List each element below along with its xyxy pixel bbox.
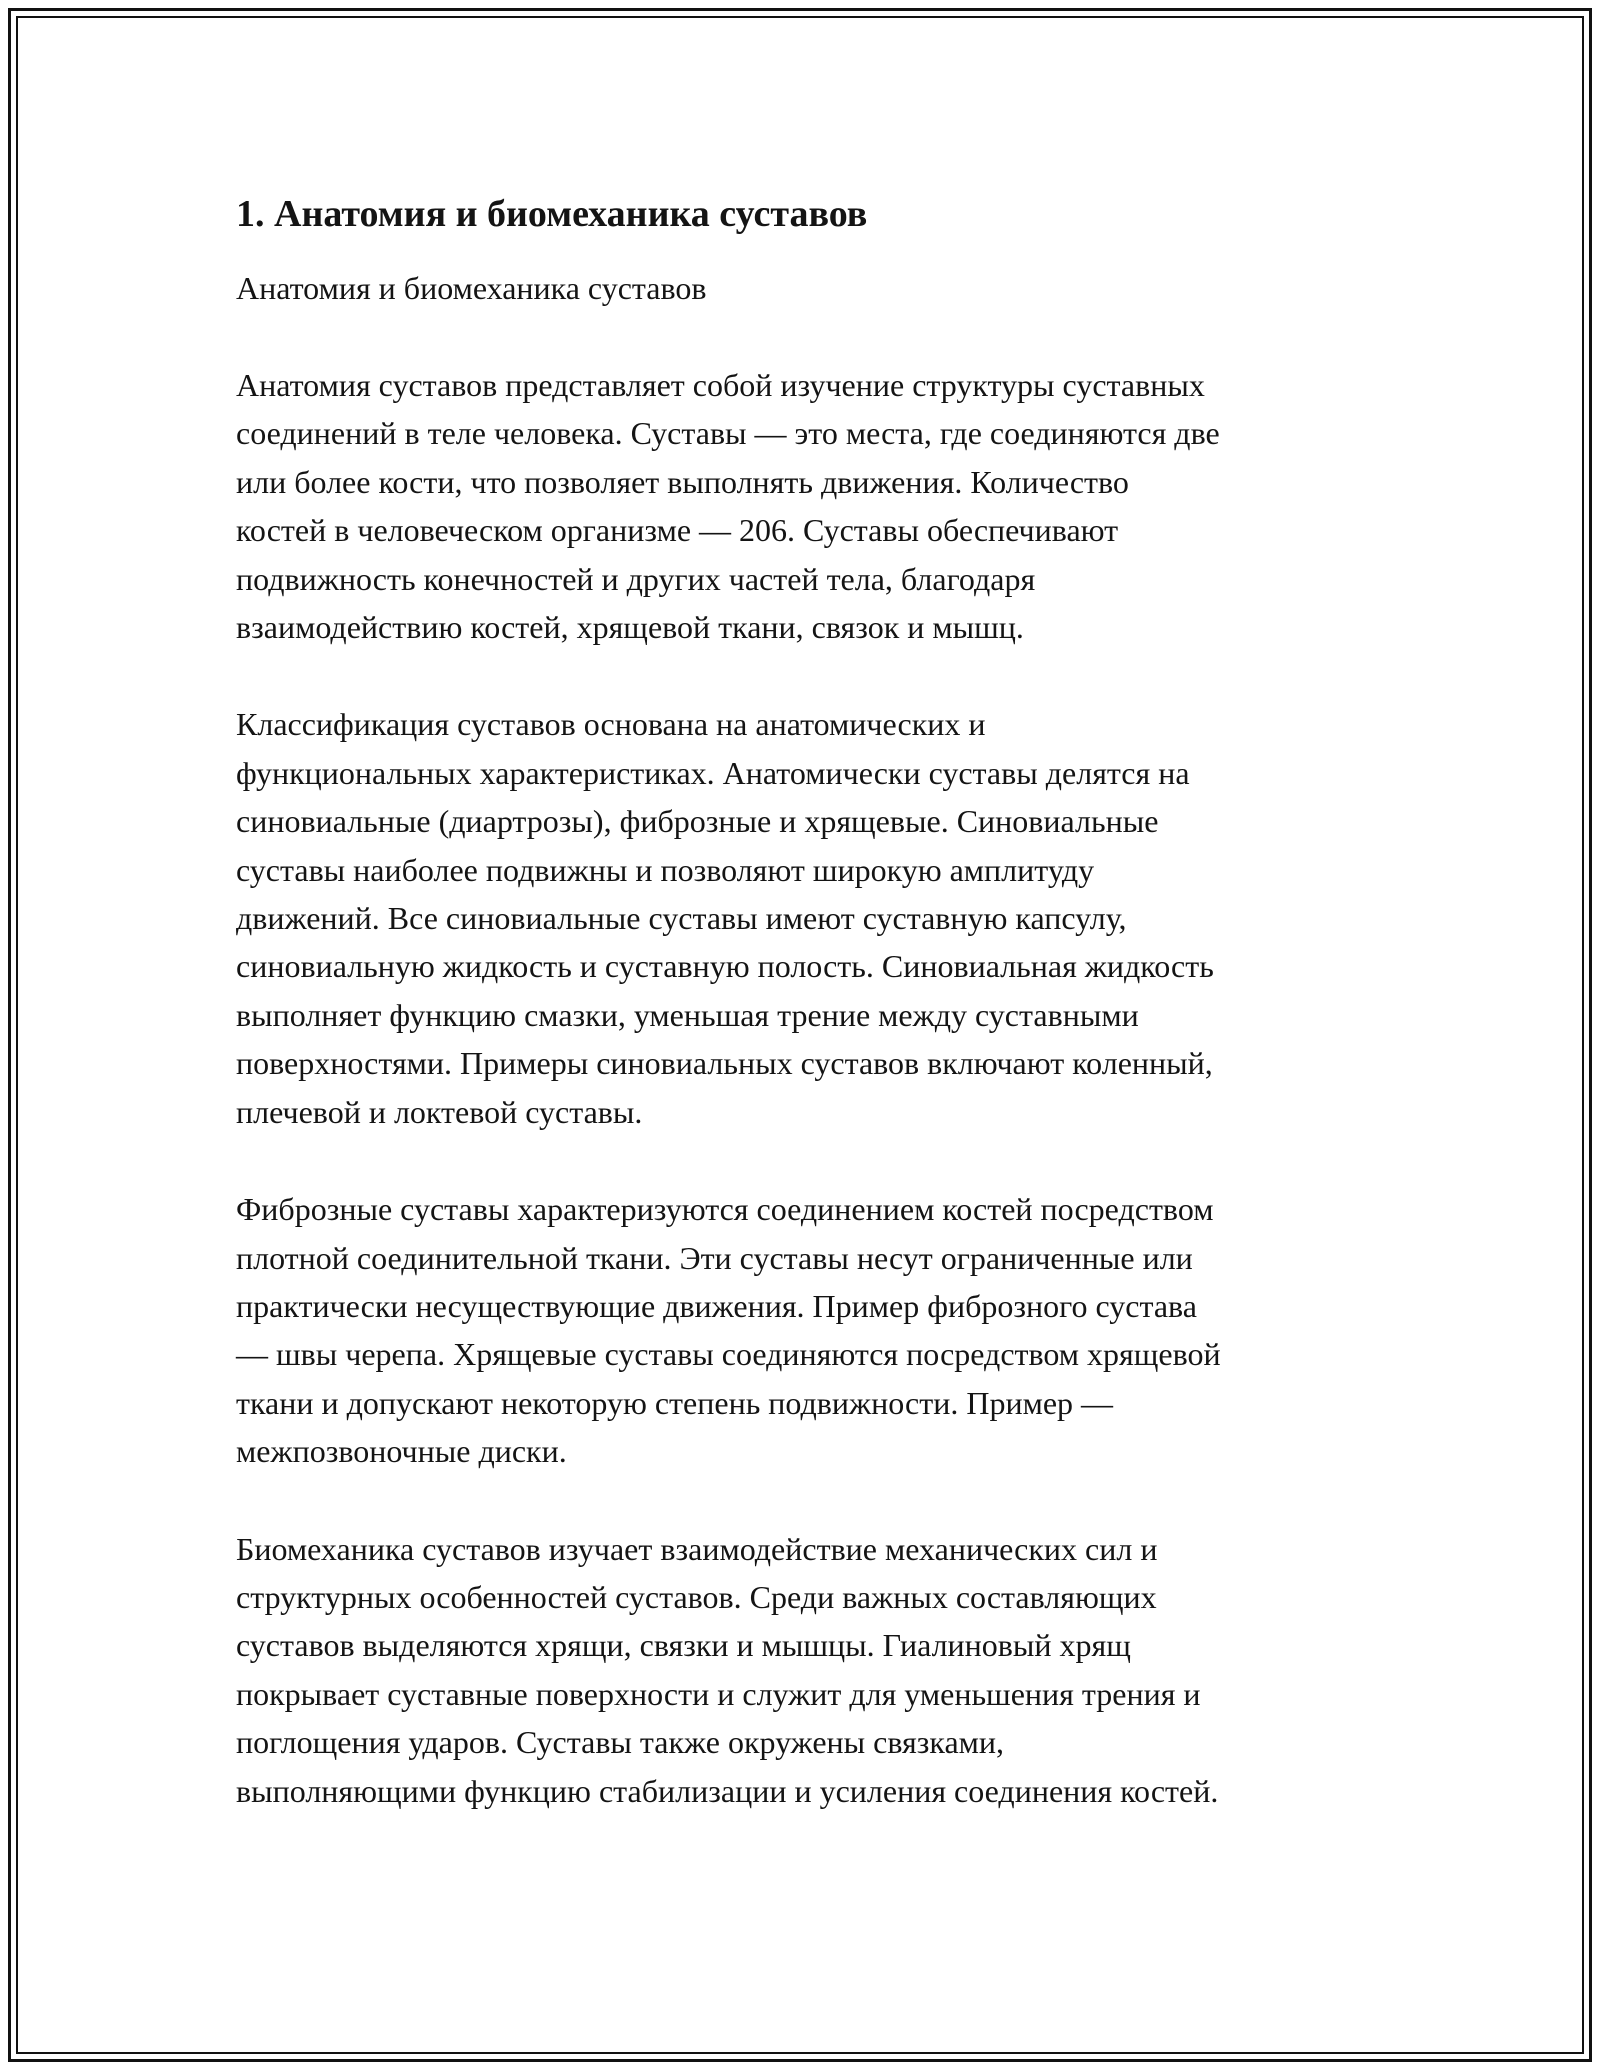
paragraph-line: плечевой и локтевой суставы.: [236, 1093, 643, 1130]
paragraph-line: поверхностями. Примеры синовиальных суставов включают коленный,: [236, 1045, 1213, 1082]
paragraphs: [236, 361, 1376, 1815]
paragraph-line: костей в человеческом организме — 206. Суставы обеспечивают: [236, 512, 1119, 549]
paragraph-line: синовиальную жидкость и суставную полость. Синовиальная жидкость: [236, 948, 1214, 985]
paragraph-line: Фиброзные суставы характеризуются соединением костей посредством: [236, 1191, 1214, 1228]
paragraph-line: синовиальные (диартрозы), фиброзные и хрящевые. Синовиальные: [236, 803, 1159, 840]
paragraph-line: движений. Все синовиальные суставы имеют суставную капсулу,: [236, 900, 1127, 937]
paragraph-line: функциональных характеристиках. Анатомически суставы делятся на: [236, 754, 1190, 791]
paragraph-line: практически несуществующие движения. Пример фиброзного сустава: [236, 1287, 1197, 1324]
paragraph-line: Биомеханика суставов изучает взаимодействие механических сил и: [236, 1530, 1158, 1567]
paragraph-line: ткани и допускают некоторую степень подвижности. Пример —: [236, 1384, 1114, 1421]
paragraph-line: поглощения ударов. Суставы также окружены связками,: [236, 1724, 1005, 1761]
paragraph: [236, 700, 1376, 1136]
paragraph-line: соединений в теле человека. Суставы — это места, где соединяются две: [236, 415, 1220, 452]
paragraph-line: взаимодействию костей, хрящевой ткани, связок и мышц.: [236, 609, 1024, 646]
paragraph-line: межпозвоночные диски.: [236, 1433, 567, 1470]
paragraph-line: — швы черепа. Хрящевые суставы соединяются посредством хрящевой: [236, 1336, 1221, 1373]
paragraph-line: выполняющими функцию стабилизации и усиления соединения костей.: [236, 1772, 1219, 1809]
paragraph-line: подвижность конечностей и других частей тела, благодаря: [236, 560, 1036, 597]
paragraph: [236, 1185, 1376, 1475]
paragraph-line: или более кости, что позволяет выполнять движения. Количество: [236, 463, 1129, 500]
paragraph: [236, 361, 1376, 651]
paragraph-line: Анатомия суставов представляет собой изучение структуры суставных: [236, 367, 1205, 403]
document-body: [236, 188, 1376, 1815]
paragraph-line: суставов выделяются хрящи, связки и мышцы. Гиалиновый хрящ: [236, 1627, 1131, 1664]
paragraph-line: выполняет функцию смазки, уменьшая трение между суставными: [236, 996, 1139, 1033]
section-subtitle: Анатомия и биомеханика суставов: [236, 270, 707, 306]
paragraph-line: покрывает суставные поверхности и служит для уменьшения трения и: [236, 1675, 1201, 1712]
paragraph-line: плотной соединительной ткани. Эти суставы несут ограниченные или: [236, 1239, 1193, 1276]
paragraph-line: суставы наиболее подвижны и позволяют широкую амплитуду: [236, 851, 1095, 888]
paragraph: [236, 1525, 1376, 1815]
paragraph-line: структурных особенностей суставов. Среди важных составляющих: [236, 1578, 1157, 1615]
page-title: 1. Анатомия и биомеханика суставов: [236, 193, 868, 235]
paragraph-line: Классификация суставов основана на анатомических и: [236, 706, 986, 743]
